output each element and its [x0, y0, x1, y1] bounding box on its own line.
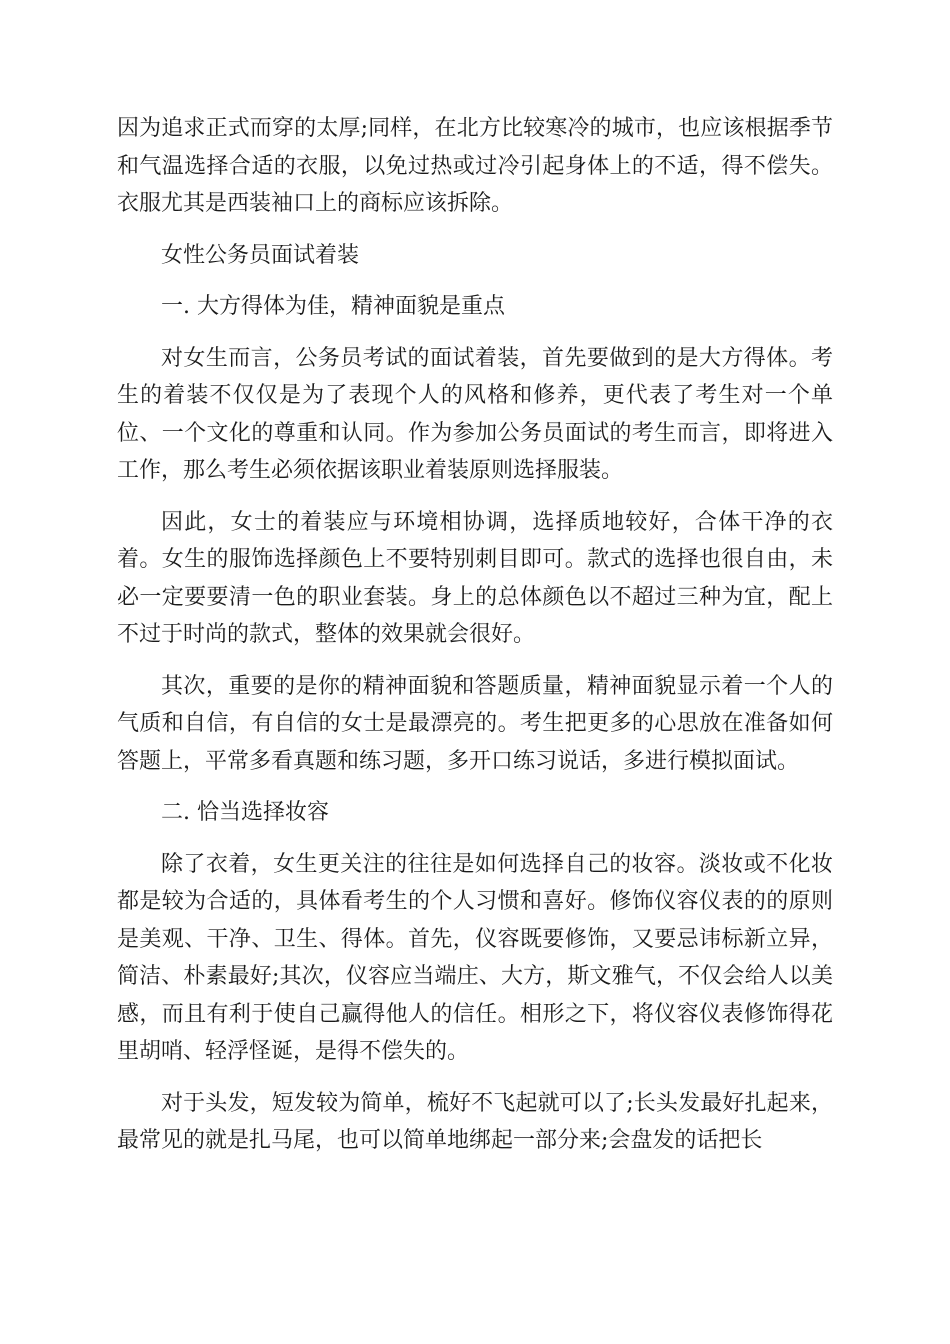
paragraph-5: 除了衣着，女生更关注的往往是如何选择自己的妆容。淡妆或不化妆都是较为合适的，具体看考生的个人习惯和喜好。修饰仪容仪表的的原则是美观、干净、卫生、得体。首先，仪容既要修饰，又要忌讳标新立异，简洁、朴素最好;其次，仪容应当端庄、大方，斯文雅气，不仅会给人以美感，而且有利于使自己赢得他人的信任。相形之下，将仪容仪表修饰得花里胡哨、轻浮怪诞，是得不偿失的。 [117, 851, 833, 1064]
subheading-1: 一. 大方得体为佳，精神面貌是重点 [161, 294, 505, 319]
subheading-2: 二. 恰当选择妆容 [161, 800, 329, 825]
section-heading-female-attire: 女性公务员面试着装 [161, 242, 360, 268]
document-body [117, 110, 833, 1174]
paragraph-1: 因为追求正式而穿的太厚;同样，在北方比较寒冷的城市，也应该根据季节和气温选择合适的衣服，以免过热或过冷引起身体上的不适，得不偿失。衣服尤其是西装袖口上的商标应该拆除。 [117, 116, 833, 216]
paragraph-3: 因此，女士的着装应与环境相协调，选择质地较好，合体干净的衣着。女生的服饰选择颜色上不要特别刺目即可。款式的选择也很自由，未必一定要要清一色的职业套装。身上的总体颜色以不超过三种为宜，配上不过于时尚的款式，整体的效果就会很好。 [117, 509, 833, 647]
paragraph-6: 对于头发，短发较为简单，梳好不飞起就可以了;长头发最好扎起来，最常见的就是扎马尾，也可以简单地绑起一部分来;会盘发的话把长 [117, 1090, 833, 1153]
paragraph-2: 对女生而言，公务员考试的面试着装，首先要做到的是大方得体。考生的着装不仅仅是为了表现个人的风格和修养，更代表了考生对一个单位、一个文化的尊重和认同。作为参加公务员面试的考生而言，即将进入工作，那么考生必须依据该职业着装原则选择服装。 [117, 345, 833, 483]
paragraph-4: 其次，重要的是你的精神面貌和答题质量，精神面貌显示着一个人的气质和自信，有自信的女士是最漂亮的。考生把更多的心思放在准备如何答题上，平常多看真题和练习题，多开口练习说话，多进行模拟面试。 [117, 673, 833, 774]
